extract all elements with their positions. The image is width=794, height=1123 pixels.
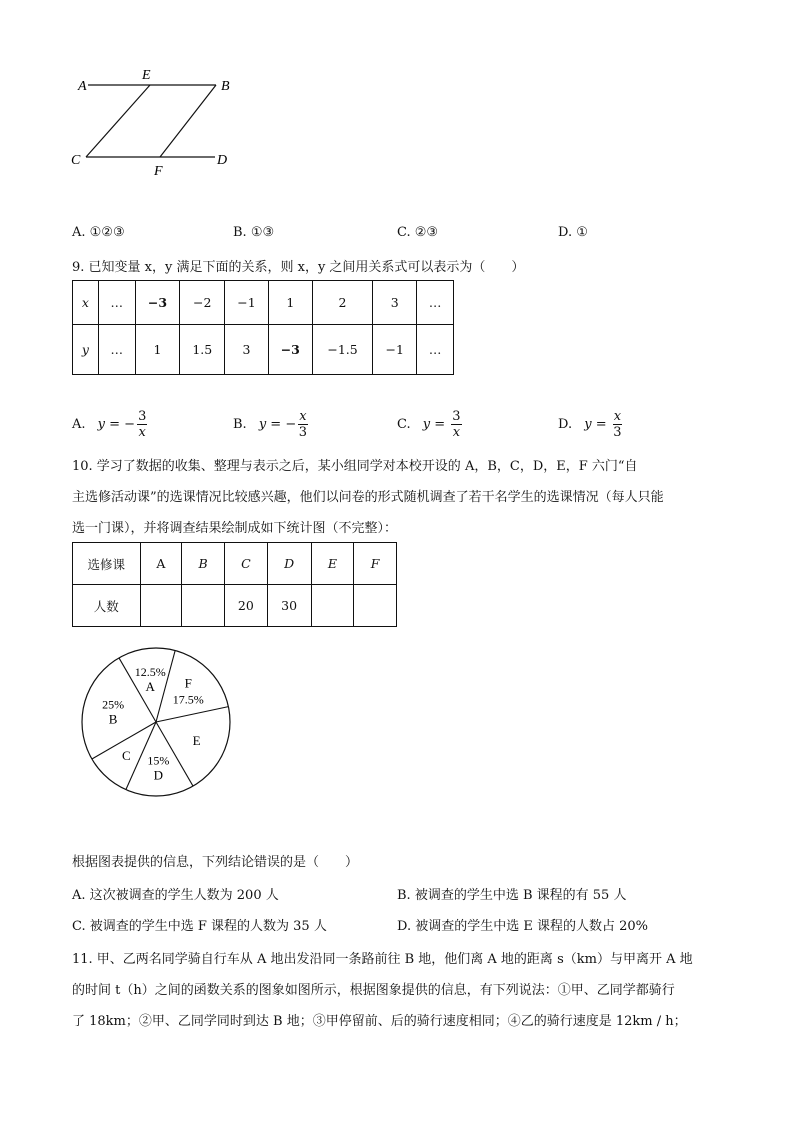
q9-cell: 1 bbox=[268, 281, 312, 325]
q9-cell: 3 bbox=[225, 325, 269, 375]
pie-slice-b-percent: 25% bbox=[102, 697, 125, 712]
point-b-label: B bbox=[221, 79, 230, 94]
option-letter: D. bbox=[558, 417, 573, 432]
q10-option-d[interactable]: D. 被调查的学生中选 E 课程的人数占 20% bbox=[397, 919, 649, 934]
q10-header-cell: B bbox=[182, 543, 225, 585]
fraction-denominator: 3 bbox=[298, 425, 308, 440]
fraction-denominator: 3 bbox=[613, 425, 622, 440]
fraction-numerator: x bbox=[613, 409, 622, 424]
q10-header-cell: E bbox=[311, 543, 354, 585]
fraction bbox=[613, 409, 622, 440]
q11-line3: 了 18km；②甲、乙同学同时到达 B 地；③甲停留前、后的骑行速度相同；④乙的骑行速度是 12km / h； bbox=[72, 1014, 687, 1029]
q8-option-a[interactable]: A. ①②③ bbox=[72, 225, 125, 240]
q9-option-a[interactable] bbox=[72, 409, 147, 440]
pie-slice-f-label: F bbox=[184, 675, 192, 691]
q11-line1: 11. 甲、乙两名同学骑自行车从 A 地出发沿同一条路前往 B 地，他们离 A 地的距离 s（km）与甲离开 A 地 bbox=[72, 952, 693, 967]
fraction-numerator: 3 bbox=[452, 409, 461, 424]
q10-line1: 10. 学习了数据的收集、整理与表示之后，某小组同学对本校开设的 A，B，C，D，E，F 六门“自 bbox=[72, 459, 638, 474]
pie-slice-a-percent: 12.5% bbox=[134, 664, 166, 679]
parallelogram-figure bbox=[66, 62, 246, 182]
q10-option-c[interactable]: C. 被调查的学生中选 F 课程的人数为 35 人 bbox=[72, 919, 327, 934]
q9-option-c[interactable] bbox=[397, 409, 462, 440]
formula-lhs: y = bbox=[584, 417, 611, 432]
pie-slice-d-label: D bbox=[153, 767, 164, 783]
q11-line2: 的时间 t（h）之间的函数关系的图象如图所示，根据图象提供的信息，有下列说法：①甲、乙同学都骑行 bbox=[72, 983, 675, 998]
fraction-numerator: x bbox=[299, 409, 307, 424]
q10-option-a[interactable]: A. 这次被调查的学生人数为 200 人 bbox=[72, 888, 279, 903]
q10-row-cell bbox=[182, 585, 225, 627]
q9-cell: 1.5 bbox=[180, 325, 225, 375]
q10-row-cell bbox=[311, 585, 354, 627]
line-ec bbox=[86, 85, 150, 157]
q9-cell: −3 bbox=[268, 325, 312, 375]
q9-cell: 1 bbox=[135, 325, 180, 375]
fraction bbox=[137, 409, 147, 440]
formula-lhs: y = − bbox=[258, 417, 297, 432]
q10-line3: 选一门课），并将调查结果绘制成如下统计图（不完整）： bbox=[72, 521, 398, 536]
q10-header-cell: F bbox=[354, 543, 397, 585]
q9-cell: −3 bbox=[135, 281, 180, 325]
option-letter: C. bbox=[397, 417, 411, 432]
fraction bbox=[451, 409, 461, 440]
option-letter: A. bbox=[72, 417, 86, 432]
q10-row-cell: 人数 bbox=[73, 585, 141, 627]
q9-option-d[interactable] bbox=[558, 409, 622, 440]
q9-cell: −1.5 bbox=[312, 325, 373, 375]
q10-header-cell: C bbox=[224, 543, 267, 585]
q9-table bbox=[72, 280, 454, 375]
pie-slice-d-percent: 15% bbox=[147, 753, 170, 768]
pie-slice-c-label: C bbox=[121, 747, 131, 763]
q9-cell: 2 bbox=[312, 281, 373, 325]
fraction-denominator: x bbox=[452, 425, 461, 440]
q9-cell: −2 bbox=[180, 281, 225, 325]
q8-option-b[interactable]: B. ①③ bbox=[233, 225, 275, 240]
q10-row-cell bbox=[140, 585, 182, 627]
point-f-label: F bbox=[154, 164, 163, 179]
fraction-numerator: 3 bbox=[138, 409, 147, 424]
q8-option-c[interactable]: C. ②③ bbox=[397, 225, 439, 240]
formula-lhs: y = − bbox=[97, 417, 136, 432]
q9-cell: −1 bbox=[373, 325, 417, 375]
q9-option-b[interactable] bbox=[233, 409, 308, 440]
q9-cell: … bbox=[417, 325, 454, 375]
line-bf bbox=[160, 85, 216, 157]
q10-row-cell bbox=[354, 585, 397, 627]
q8-option-d[interactable]: D. ① bbox=[558, 225, 588, 240]
q9-cell: … bbox=[417, 281, 454, 325]
pie-slice-a-label: A bbox=[145, 678, 155, 694]
point-c-label: C bbox=[71, 153, 81, 168]
point-e-label: E bbox=[142, 68, 151, 83]
q9-stem: 9. 已知变量 x，y 满足下面的关系，则 x，y 之间用关系式可以表示为（ ） bbox=[72, 260, 525, 275]
q10-header-cell: A bbox=[140, 543, 182, 585]
pie-slice-b-label: B bbox=[108, 711, 118, 727]
pie-slice-e-label: E bbox=[192, 733, 201, 749]
option-letter: B. bbox=[233, 417, 247, 432]
q10-option-b[interactable]: B. 被调查的学生中选 B 课程的有 55 人 bbox=[397, 888, 627, 903]
q10-table bbox=[72, 542, 397, 627]
q9-cell: x bbox=[73, 281, 99, 325]
q9-cell: … bbox=[98, 281, 135, 325]
formula-lhs: y = bbox=[422, 417, 450, 432]
q10-line2: 主选修活动课”的选课情况比较感兴趣，他们以问卷的形式随机调查了若干名学生的选课情况（每人只能 bbox=[72, 490, 664, 505]
q9-cell: 3 bbox=[373, 281, 417, 325]
pie-chart bbox=[78, 644, 238, 804]
q9-cell: … bbox=[98, 325, 135, 375]
q9-cell: y bbox=[73, 325, 99, 375]
q10-row-cell: 30 bbox=[267, 585, 311, 627]
point-a-label: A bbox=[78, 79, 87, 94]
q9-cell: −1 bbox=[225, 281, 269, 325]
q10-question: 根据图表提供的信息，下列结论错误的是（ ） bbox=[72, 855, 359, 870]
pie-slice-f-percent: 17.5% bbox=[172, 692, 204, 707]
point-d-label: D bbox=[217, 153, 228, 168]
q10-header-cell: D bbox=[267, 543, 311, 585]
q10-header-cell: 选修课 bbox=[73, 543, 141, 585]
q10-row-cell: 20 bbox=[224, 585, 267, 627]
fraction bbox=[298, 409, 307, 440]
fraction-denominator: x bbox=[138, 425, 146, 440]
